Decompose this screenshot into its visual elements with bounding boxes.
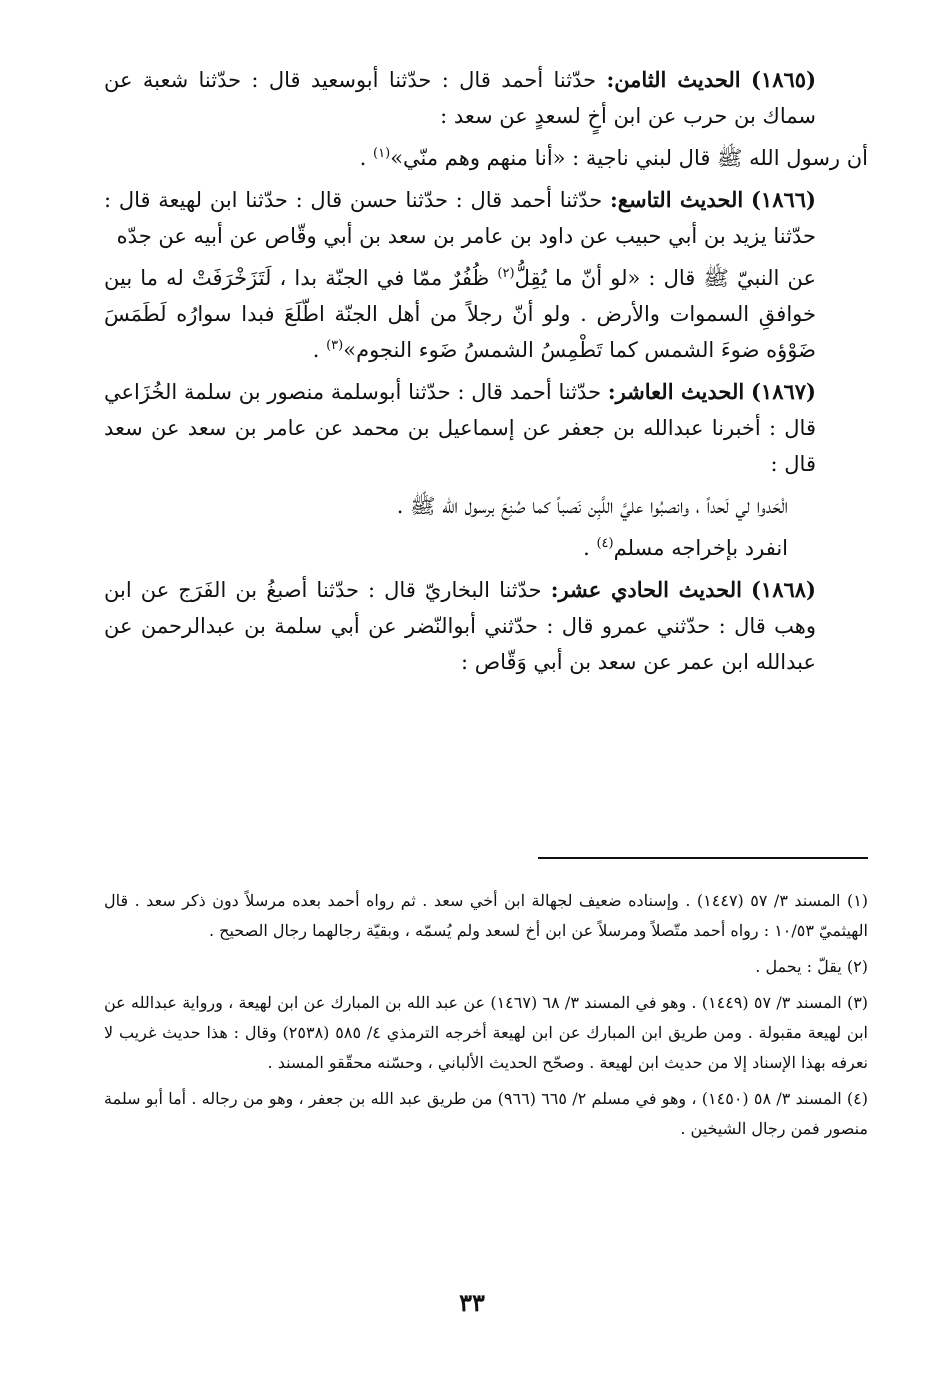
hadith-number: (١٨٦٧) xyxy=(750,379,816,404)
hadith-isnad: حدّثنا أحمد قال : حدّثنا أبوسعيد قال : حدّثنا شعبة عن سماك بن حرب عن ابن أخٍ لسعدٍ عن سعد : xyxy=(104,68,816,128)
hadith-matn: الْحَدوا لي لَحداً ، وانصبُوا عليَّ اللَّبِن نَصباً كما صُنِعَ برسول الله ﷺ . xyxy=(396,494,788,518)
hadith-1865-matn xyxy=(104,140,868,176)
main-text xyxy=(104,62,868,686)
footnote-text: المسند ٣/ ٥٧ (١٤٤٧) . وإسناده ضعيف لجهالة ابن أخي سعد . ثم رواه أحمد بعده مرسلاً دون ذكر سعد . قال الهيثميّ ١٠/٥٣ : رواه أحمد متّصلاً ومرسلاً عن ابن أخ لسعد ولم يُسمّه ، وبقيّة رجالهما رجال الصحيح . xyxy=(104,891,868,940)
hadith-1867-note xyxy=(104,530,868,566)
hadith-1865-isnad xyxy=(104,62,868,134)
hadith-1866-matn xyxy=(104,260,868,368)
footnote-text: يقلّ : يحمل . xyxy=(755,957,842,976)
footnote-number: (٣) xyxy=(846,993,869,1012)
hadith-1867-matn xyxy=(104,488,868,524)
hadith-title: الحديث التاسع: xyxy=(610,187,744,212)
footnote-3 xyxy=(104,988,868,1078)
hadith-matn: أن رسول الله ﷺ قال لبني ناجية : «أنا منهم وهم منّي» xyxy=(390,146,868,170)
hadith-number: (١٨٦٥) xyxy=(751,67,816,92)
hadith-note: انفرد بإخراجه مسلم xyxy=(613,536,788,560)
footnote-ref[interactable]: (٤) xyxy=(596,536,614,551)
hadith-isnad: حدّثنا أحمد قال : حدّثنا أبوسلمة منصور بن سلمة الخُزَاعي قال : أخبرنا عبدالله بن جعفر عن إسماعيل بن محمد عن عامر بن سعد عن سعد قال : xyxy=(104,380,816,476)
hadith-title: الحديث الثامن: xyxy=(606,67,741,92)
hadith-note-end: . xyxy=(583,536,590,560)
hadith-isnad: حدّثنا أحمد قال : حدّثنا حسن قال : حدّثنا ابن لهيعة قال : حدّثنا يزيد بن أبي حبيب عن داود بن عامر بن سعد بن أبي وقّاص عن أبيه عن جدّه xyxy=(104,188,816,248)
hadith-title: الحديث الحادي عشر: xyxy=(550,577,742,602)
hadith-1866-isnad xyxy=(104,182,868,254)
hadith-title: الحديث العاشر: xyxy=(607,379,745,404)
hadith-matn: ظُفُرٌ ممّا في الجنّة بدا ، لَتَزَخْرَفَتْ له ما بين خوافقِ السموات والأرض . ولو أنّ رجلاً من أهل الجنّة اطّلَعَ فبدا سوارُه لَطَمَسَ ضَوْؤه ضوءَ الشمس كما تَطْمِسُ الشمسُ ضَوء النجوم» xyxy=(104,266,816,362)
footnotes xyxy=(104,886,868,1150)
hadith-matn-end: . xyxy=(359,146,367,170)
hadith-matn: عن النبيّ ﷺ قال : «لو أنّ ما يُقِلُّ xyxy=(514,266,817,290)
hadith-isnad: حدّثنا البخاريّ قال : حدّثنا أصبغُ بن الفَرَج عن ابن وهب قال : حدّثني عمرو قال : حدّثني أبوالنّضر عن أبي سلمة بن عبدالرحمن عن عبدالله ابن عمر عن سعد بن أبي وَقّاص : xyxy=(104,578,816,674)
hadith-number: (١٨٦٦) xyxy=(750,187,816,212)
hadith-1868-isnad xyxy=(104,572,868,680)
page-number: ٣٣ xyxy=(459,1288,485,1317)
footnote-ref[interactable]: (٢) xyxy=(497,266,515,281)
footnote-ref[interactable]: (٣) xyxy=(326,338,344,353)
footnote-number: (٤) xyxy=(846,1089,869,1108)
footnote-divider xyxy=(538,857,868,859)
footnote-ref[interactable]: (١) xyxy=(373,146,391,161)
footnote-number: (٢) xyxy=(846,957,868,976)
footnote-4 xyxy=(104,1084,868,1144)
hadith-matn-end: . xyxy=(312,338,320,362)
footnote-number: (١) xyxy=(846,891,869,910)
hadith-1867-isnad xyxy=(104,374,868,482)
footnote-text: المسند ٣/ ٥٧ (١٤٤٩) . وهو في المسند ٣/ ٦٨ (١٤٦٧) عن عبد الله بن المبارك عن ابن لهيعة ، ورواية عبدالله عن ابن لهيعة مقبولة . ومن طريق ابن المبارك عن ابن لهيعة أخرجه الترمذي ٤/ ٥٨٥ (٢٥٣٨) وقال : هذا حديث غريب لا نعرفه بهذا الإسناد إلا من حديث ابن لهيعة . وصحّح الحديث الألباني ، وحسّنه محقّقو المسند . xyxy=(104,993,869,1072)
footnote-1 xyxy=(104,886,868,946)
footnote-text: المسند ٣/ ٥٨ (١٤٥٠) ، وهو في مسلم ٢/ ٦٦٥ (٩٦٦) من طريق عبد الله بن جعفر ، وهو من رجاله . أما أبو سلمة منصور فمن رجال الشيخين . xyxy=(104,1089,868,1138)
hadith-number: (١٨٦٨) xyxy=(750,577,816,602)
footnote-2 xyxy=(104,952,868,982)
